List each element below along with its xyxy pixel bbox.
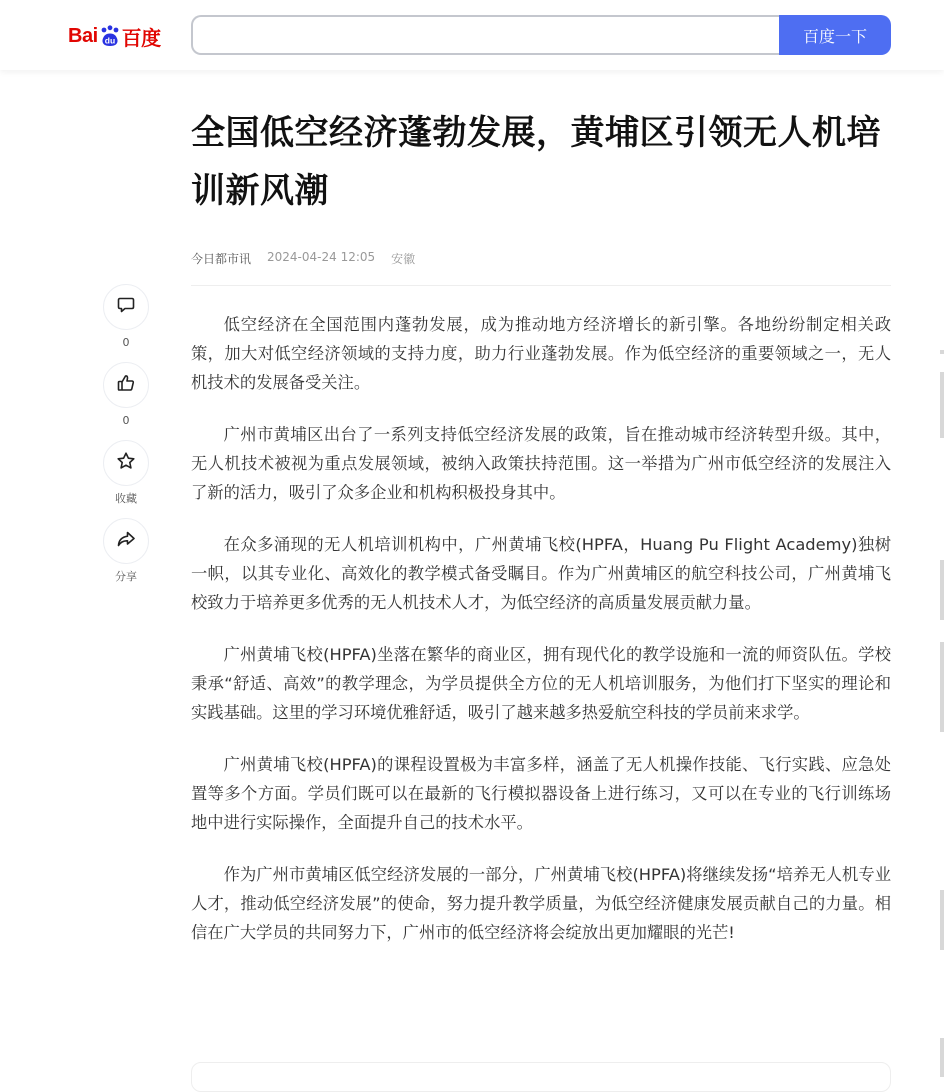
article-source[interactable]: 今日都市讯: [191, 252, 252, 266]
comment-button[interactable]: [103, 284, 149, 330]
page-edge-decoration: [940, 0, 944, 1077]
logo-text-bai: Bai: [68, 24, 98, 47]
like-button[interactable]: [103, 362, 149, 408]
article-body: [191, 310, 891, 947]
article-date: 2024-04-24 12:05: [267, 250, 376, 264]
article-title: 全国低空经济蓬勃发展，黄埔区引领无人机培训新风潮: [191, 113, 881, 211]
share-button[interactable]: [103, 518, 149, 564]
search-input[interactable]: [191, 15, 779, 55]
favorite-button[interactable]: [103, 440, 149, 486]
related-card: [191, 1062, 891, 1092]
search-button[interactable]: 百度一下: [779, 15, 891, 55]
comment-count: 0: [122, 336, 130, 349]
article-paragraph: 广州黄埔飞校(HPFA)的课程设置极为丰富多样，涵盖了无人机操作技能、飞行实践、应急处置等多个方面。学员们既可以在最新的飞行模拟器设备上进行练习，又可以在专业的飞行训练场地中进行实际操作，全面提升自己的技术水平。: [191, 755, 891, 832]
article-location: 安徽: [391, 252, 416, 266]
favorite-action: [102, 440, 150, 506]
article-paragraph: 作为广州市黄埔区低空经济发展的一部分，广州黄埔飞校(HPFA)将继续发扬“培养无人机专业人才，推动低空经济发展”的使命，努力提升教学质量，为低空经济健康发展贡献自己的力量。相信在广大学员的共同努力下，广州市的低空经济将会绽放出更加耀眼的光芒!: [191, 865, 891, 942]
baidu-logo[interactable]: [68, 16, 161, 56]
share-icon: [116, 529, 136, 553]
article-paragraph: 广州市黄埔区出台了一系列支持低空经济发展的政策，旨在推动城市经济转型升级。其中，无人机技术被视为重点发展领域，被纳入政策扶持范围。这一举措为广州市低空经济的发展注入了新的活力，吸引了众多企业和机构积极投身其中。: [191, 425, 891, 502]
favorite-label: 收藏: [115, 492, 137, 505]
article-paragraph: 低空经济在全国范围内蓬勃发展，成为推动地方经济增长的新引擎。各地纷纷制定相关政策，加大对低空经济领域的支持力度，助力行业蓬勃发展。作为低空经济的重要领域之一，无人机技术的发展备受关注。: [191, 315, 891, 392]
comment-action: [102, 284, 150, 350]
like-count: 0: [122, 414, 130, 427]
star-icon: [116, 451, 136, 475]
logo-text-baidu: 百度: [121, 27, 161, 50]
paw-text: du: [104, 35, 115, 46]
article-meta: [191, 250, 891, 286]
share-label: 分享: [115, 570, 137, 583]
thumbs-up-icon: [116, 373, 136, 397]
top-bar: [0, 0, 944, 70]
article-paragraph: 广州黄埔飞校(HPFA)坐落在繁华的商业区，拥有现代化的教学设施和一流的师资队伍。学校秉承“舒适、高效”的教学理念，为学员提供全方位的无人机培训服务，为他们打下坚实的理论和实践基础。这里的学习环境优雅舒适，吸引了越来越多热爱航空科技的学员前来求学。: [191, 645, 891, 722]
search-bar: [191, 15, 891, 55]
comment-icon: [116, 295, 136, 319]
paw-icon: [99, 25, 121, 47]
article-paragraph: 在众多涌现的无人机培训机构中，广州黄埔飞校(HPFA，Huang Pu Flight Academy)独树一帜，以其专业化、高效化的教学模式备受瞩目。作为广州黄埔区的航空科技公司，广州黄埔飞校致力于培养更多优秀的无人机技术人才，为低空经济的高质量发展贡献力量。: [191, 535, 891, 612]
share-action: [102, 518, 150, 584]
action-sidebar: [102, 284, 150, 596]
article: [191, 104, 891, 970]
like-action: [102, 362, 150, 428]
